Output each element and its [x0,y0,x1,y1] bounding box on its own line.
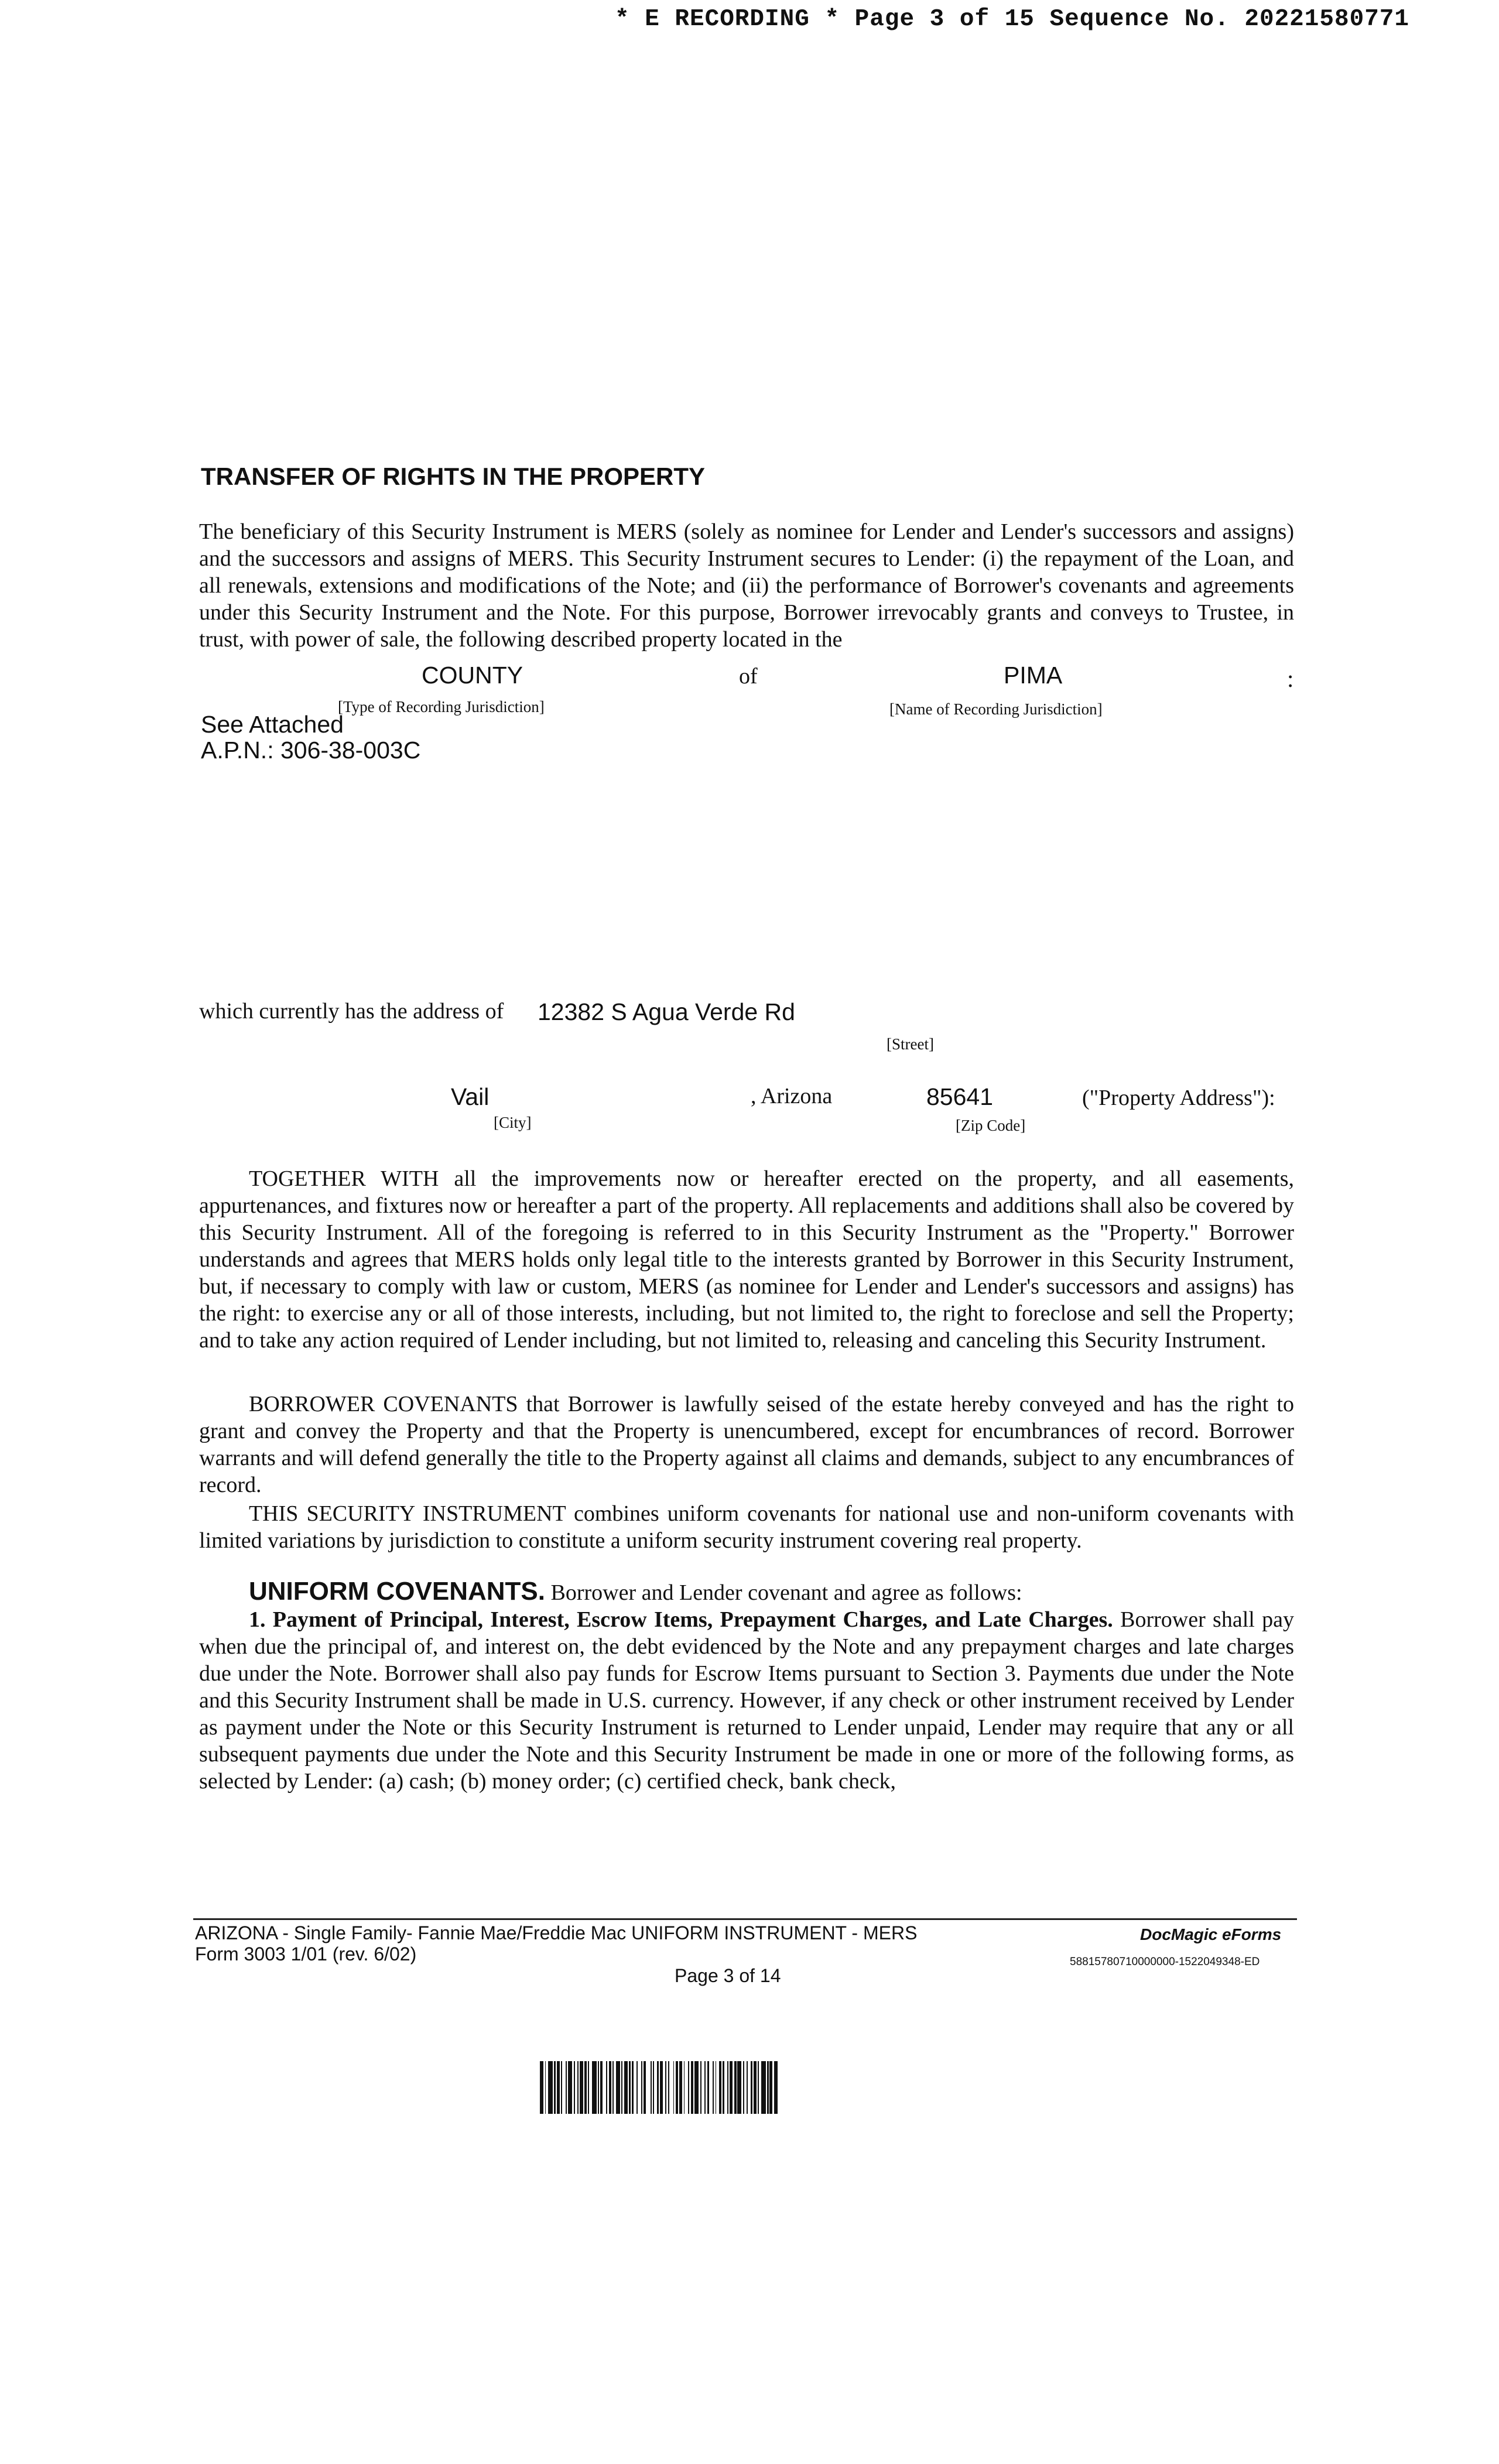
docmagic-logo: DocMagic eForms [1140,1925,1282,1943]
zip-caption: [Zip Code] [956,1117,1026,1134]
covenant-1 [199,1606,1294,1795]
jurisdiction-name-caption: [Name of Recording Jurisdiction] [889,700,1103,718]
address-street: 12382 S Agua Verde Rd [538,998,795,1025]
barcode-bar [669,2061,673,2114]
footer-divider [193,1918,1297,1920]
street-caption: [Street] [887,1035,934,1053]
footer-form-number: Form 3003 1/01 (rev. 6/02) [195,1943,417,1965]
covenant-1-body: Borrower shall pay when due the principal of, and interest on, the debt evidenced by the Note and any prepayment charges and late charges due under the Note. Borrower shall also pay funds for Escrow Items pursuant to Section 3. Payments due under the Note and this Security Instrument shall be made in U.S. currency. However, if any check or other instrument received by Lender as payment under the Note or this Security Instrument is returned to Lender unpaid, Lender may require that any or all subsequent payments due under the Note and this Security Instrument be made in one or more of the following forms, as selected by Lender: (a) cash; (b) money order; (c) certified check, bank check, [199,1607,1294,1794]
property-address-label: ("Property Address"): [1082,1086,1275,1110]
borrower-covenants-paragraph: BORROWER COVENANTS that Borrower is lawfully seised of the estate hereby conveyed and has the right to grant and convey the Property and that the Property is unencumbered, except for encumbrances of record. Borrower warrants and will defend generally the title to the Property against all claims and demands, subject to any encumbrances of record. [199,1392,1294,1497]
uniform-covenants-heading-line [199,1578,1294,1606]
uniform-covenants-heading: UNIFORM COVENANTS. [249,1577,545,1606]
section-title: TRANSFER OF RIGHTS IN THE PROPERTY [201,463,706,490]
security-instrument-paragraph: THIS SECURITY INSTRUMENT combines uniform covenants for national use and non-uniform covenants with limited variations by jurisdiction to constitute a uniform security instrument covering real property. [199,1501,1294,1553]
jurisdiction-type: COUNTY [422,662,523,689]
barcode-bar [761,2061,766,2114]
address-zip: 85641 [926,1083,994,1110]
transfer-paragraph: The beneficiary of this Security Instrument is MERS (solely as nominee for Lender and Lender's successors and assigns) and the successors and assigns of MERS. This Security Instrument secures to Lender: (i) the repayment of the Loan, and all renewals, extensions and modifications of the Note; and (ii) the performance of Borrower's covenants and agreements under this Security Instrument and the Note. For this purpose, Borrower irrevocably grants and conveys to Trustee, in trust, with power of sale, the following described property located in the [199,519,1294,652]
together-paragraph: TOGETHER WITH all the improvements now or hereafter erected on the property, and all easements, appurtenances, and fixtures now or hereafter a part of the property. All replacements and additions shall also be covered by this Security Instrument. All of the foregoing is referred to in this Security Instrument as the "Property." Borrower understands and agrees that MERS holds only legal title to the interests granted by Borrower in this Security Instrument, but, if necessary to comply with law or custom, MERS (as nominee for Lender and Lender's successors and assigns) has the right: to exercise any or all of those interests, including, but not limited to, the right to foreclose and sell the Property; and to take any action required of Lender including, but not limited to, releasing and canceling this Security Instrument. [199,1166,1294,1353]
address-city: Vail [451,1083,490,1110]
barcode-bar [737,2061,741,2114]
barcode-bar [548,2061,553,2114]
barcode-bar [592,2061,597,2114]
document-barcode [540,2061,950,2114]
address-state: , Arizona [751,1084,833,1108]
legal-description-apn: A.P.N.: 306-38-003C [201,737,421,764]
barcode-bar [568,2061,572,2114]
jurisdiction-type-caption: [Type of Recording Jurisdiction] [338,698,545,716]
barcode-bar [778,2061,779,2114]
uniform-covenants-intro: Borrower and Lender covenant and agree as follows: [550,1580,1022,1605]
jurisdiction-connector: of [739,664,758,689]
footer-form-title: ARIZONA - Single Family- Fannie Mae/Freddie Mac UNIFORM INSTRUMENT - MERS [195,1922,918,1943]
uniform-covenants [199,1578,1294,1795]
legal-description-line1: See Attached [201,711,344,738]
footer-doc-id: 58815780710000000-1522049348-ED [1070,1956,1260,1968]
covenant-1-heading: 1. Payment of Principal, Interest, Escrow Items, Prepayment Charges, and Late Charges. [249,1607,1113,1632]
address-lead-text: which currently has the address of [199,999,504,1024]
barcode-bar [694,2061,699,2114]
footer-page-number: Page 3 of 14 [675,1965,781,1986]
recording-header: * E RECORDING * Page 3 of 15 Sequence No. 20221580771 [615,6,1410,33]
jurisdiction-name: PIMA [1004,662,1063,689]
barcode-bar [616,2061,620,2114]
city-caption: [City] [494,1114,532,1131]
barcode-bar [646,2061,651,2114]
jurisdiction-colon: : [1287,665,1294,692]
